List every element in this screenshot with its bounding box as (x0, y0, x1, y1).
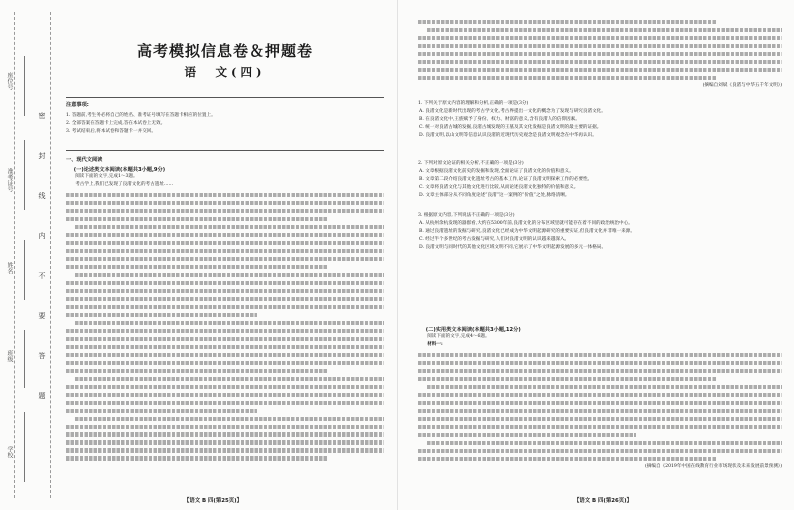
question-2 (418, 160, 782, 200)
option-d[interactable]: D. 良渚文明,以山文明等信息认识良渚的近现代历史观念是良渚文明观念在中华再认识。 (419, 133, 597, 139)
option-d[interactable]: D. 良渚文明与同时代的其他文化区域文明不同,它展示了中华文明起源发展的多元一体格局。 (419, 245, 607, 251)
notice-item: 1. 答题前,考生务必将自己的姓名、准考证号填写在答题卡相应的位置上。 (66, 113, 216, 118)
seal-glyph: 答 (38, 352, 46, 359)
question-stem: 3. 根据原文内容,下列说法不正确的一项是(3分) (418, 213, 515, 218)
instruction-text: 阅读下面的文字,完成4～6题。 (427, 334, 490, 339)
right-content (418, 0, 782, 510)
name-field[interactable] (24, 240, 25, 300)
right-page (397, 0, 794, 510)
seal-glyph: 线 (38, 192, 46, 199)
page-footer: 【语文 B 四(第26页)】 (574, 498, 633, 504)
source-note: (摘编自《2019年中国在线教育行业市场现状及未来发展前景预测》) (644, 463, 782, 469)
seal-glyph: 不 (38, 272, 46, 279)
seal-glyph: 要 (38, 312, 46, 319)
option-d[interactable]: D. 文章主体部分从不同角度论述“良渚”这一案例的“价值”之处,脉络清晰。 (419, 193, 570, 199)
passage-first-line: 考古学上,我们已发现了良渚文化的考古遗址…… (75, 182, 174, 188)
notice-item: 3. 考试结束后,将本试卷和答题卡一并交回。 (66, 129, 156, 135)
exam-title: 高考模拟信息卷＆押题卷 (136, 42, 313, 60)
reading-section (66, 156, 384, 461)
seal-glyph: 题 (38, 392, 46, 399)
material-label: 材料一: (427, 342, 443, 348)
left-content (66, 0, 384, 510)
notice-top-rule (66, 97, 384, 98)
option-a[interactable]: A. 良渚文化是新时代出现的考古学文化,考古界提出一文化的概念为了发现与研究良渚文化。 (419, 109, 606, 115)
source-attribution: (摘编自刘斌《良渚与中华五千年文明》) (702, 82, 782, 88)
option-a[interactable]: A. 从杭州余杭发现的器群看,大约在5300年前,良渚文化的分布区域里就可能存在着不同的政治统治中心。 (419, 221, 633, 227)
seal-glyph: 封 (38, 152, 46, 159)
seat-number-label: 座位号 (6, 72, 13, 90)
section-heading: 一、现代文阅读 (66, 157, 103, 163)
seal-glyph: 密 (38, 112, 46, 119)
passage-continued (418, 16, 782, 90)
notice-item: 2. 全部答案在答题卡上完成,答在本试卷上无效。 (66, 121, 166, 127)
option-b[interactable]: B. 通过良渚遗址的发掘与研究,良渚文化已经成为中华文明起源研究的重要实证,但良渚文化并非唯一来源。 (419, 229, 635, 235)
notice-bottom-rule (66, 150, 384, 151)
class-field[interactable] (24, 330, 25, 388)
notice-block (66, 101, 384, 136)
option-b[interactable]: B. 文章第二段介绍良渚文化遗址考古的基本工作,论证了良渚文明探索工作的必要性。 (419, 177, 593, 183)
class-label: 班级 (6, 350, 13, 362)
seal-glyph: 内 (38, 232, 46, 239)
question-stem: 2. 下列对原文论证的相关分析,不正确的一项是(3分) (418, 161, 524, 166)
option-c[interactable]: C. 经过半个多世纪的考古发掘与研究,人们对良渚文明的认识越来越深入。 (419, 237, 570, 243)
question-3 (418, 212, 782, 252)
name-label: 姓名 (6, 262, 13, 274)
exam-subtitle: 语 文(四) (184, 65, 266, 79)
option-b[interactable]: B. 在良渚文化中,王族赋予了身份、权力、财富的意义,含有良渚人的信仰因素。 (419, 117, 580, 123)
exam-number-field[interactable] (24, 140, 25, 210)
subsection-heading: (一)论述类文本阅读(本题共3小题,9分) (73, 167, 166, 173)
option-c[interactable]: C. 统一对良渚古城的发掘,良渚古城发现的王墓及其文化发掘是良渚文明的最主要的证据。 (419, 125, 602, 131)
page-footer: 【语文 B 四(第25页)】 (184, 498, 243, 504)
passage-body (66, 193, 384, 461)
option-a[interactable]: A. 文章根据良渚文化前史的发掘和发现,全面论证了良渚文化的价值和意义。 (419, 169, 574, 175)
school-label: 学校 (6, 446, 13, 458)
question-stem: 1. 下列关于原文内容的理解和分析,正确的一项是(3分) (418, 101, 529, 106)
material-body (418, 353, 782, 461)
binding-dash-line (14, 12, 15, 498)
question-1 (418, 100, 782, 140)
school-field[interactable] (24, 412, 25, 482)
binding-dash-line (50, 12, 51, 498)
notice-heading: 注意事项: (66, 102, 89, 108)
subsection-heading: (二)实用类文本阅读(本题共3小题,12分) (425, 327, 521, 333)
instruction-text: 阅读下面的文字,完成1～3题。 (75, 174, 138, 179)
option-c[interactable]: C. 文章将良渚文化与其他文化进行比较,从而论述良渚文化独特的价值和意义。 (419, 185, 579, 191)
seat-number-field[interactable] (24, 56, 25, 116)
binding-strip (0, 0, 58, 510)
exam-number-label: 准考证号 (6, 168, 13, 192)
practical-section (418, 326, 782, 471)
